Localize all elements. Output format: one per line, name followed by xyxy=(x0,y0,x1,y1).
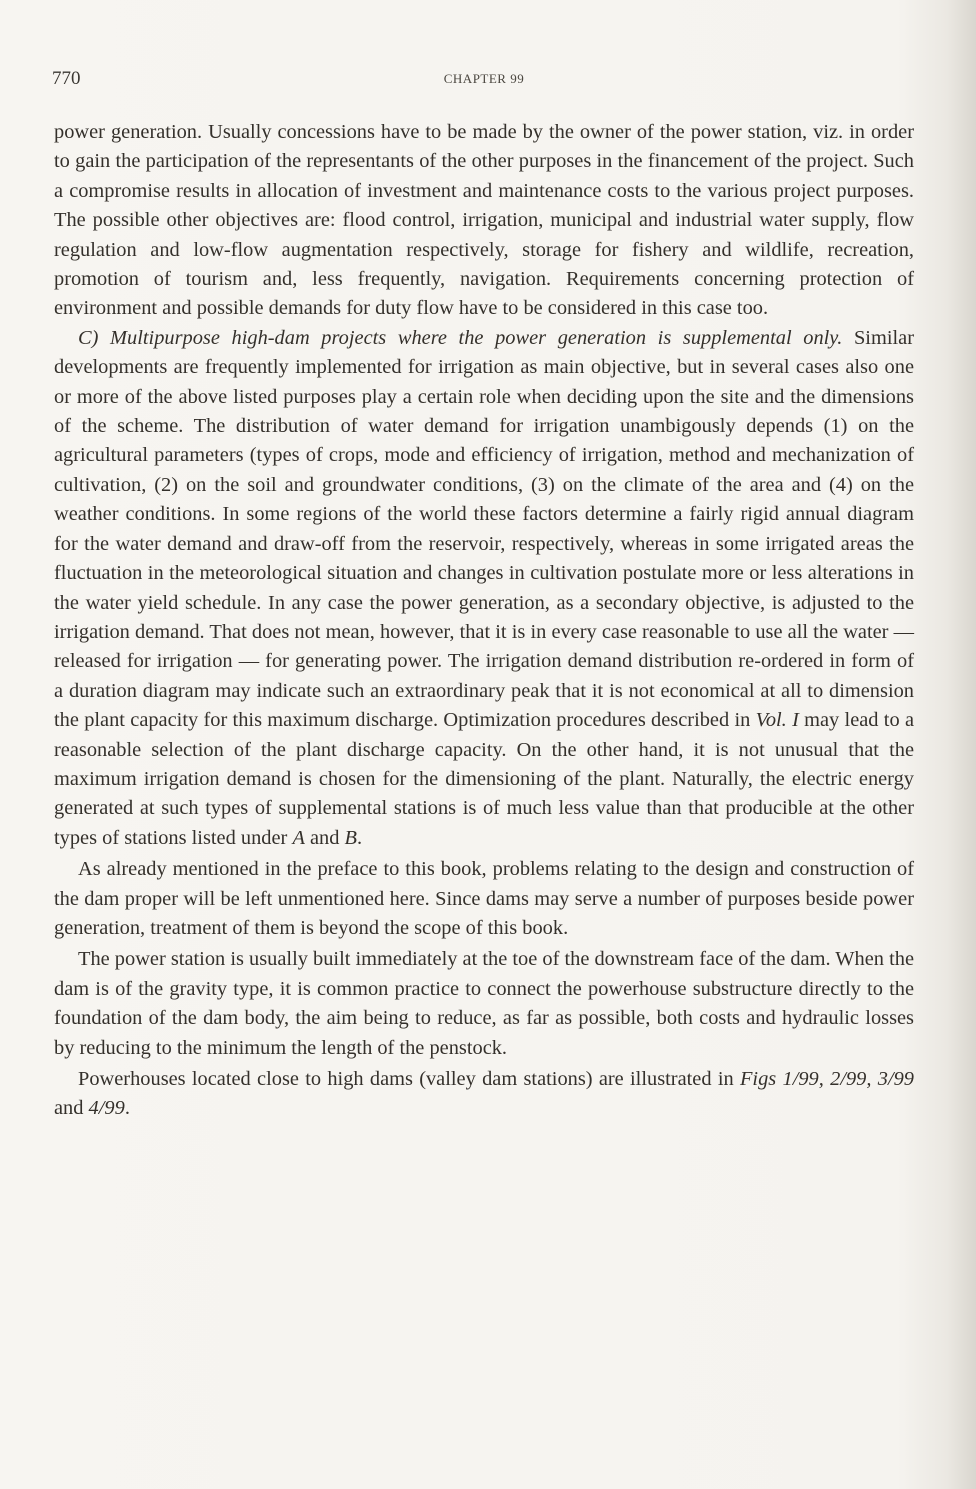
paragraph-text: . xyxy=(357,826,363,849)
body-text xyxy=(54,118,914,1124)
type-reference-a: A xyxy=(292,826,305,849)
paragraph-text: . xyxy=(124,1097,130,1120)
figure-references: Figs 1/99, 2/99, 3/99 xyxy=(739,1068,914,1090)
page-number: 770 xyxy=(52,68,81,89)
section-heading-c: C) Multipurpose high-dam projects where the power generation is supplemental only. xyxy=(78,326,843,349)
paragraph-text: Similar developments are frequently implemented for irrigation as main objective, but in several cases also one or more of the above listed purposes play a certain role when deciding upon the site and the dimensions of the scheme. The distribution of water demand for irrigation unambigously depends (1) on the agricultural parameters (types of crops, mode and efficiency of irrigation, method and mechanization of cultivation, (2) on the soil and groundwater conditions, (3) on the climate of the area and (4) on the weather conditions. In some regions of the world these factors determine a fairly rigid annual diagram for the water demand and draw-off from the reservoir, respectively, whereas in some irrigated areas the fluctuation in the meteorological situation and changes in cultivation postulate more or less alterations in the water yield schedule. In any case the power generation, as a secondary objective, is adjusted to the irrigation demand. That does not mean, however, that it is in every case reasonable to use all the water — released for irrigation — for generating power. The irrigation demand distribution re-ordered in form of a duration diagram may indicate such an extraordinary peak that it is not economical at all to dimension the plant capacity for this maximum discharge. Optimization procedures described in xyxy=(54,326,914,732)
page-header xyxy=(52,68,916,96)
paragraph-powerhouses xyxy=(54,1065,914,1124)
paragraph-power-station: The power station is usually built immediately at the toe of the downstream face of the dam. When the dam is of the gravity type, it is common practice to connect the powerhouse substructure directly to the foundation of the dam body, the aim being to reduce, as far as possible, both costs and hydraulic losses by reducing to the minimum the length of the penstock. xyxy=(54,948,914,1059)
paragraph-power-generation: power generation. Usually concessions have to be made by the owner of the power station, viz. in order to gain the participation of the representants of the other purposes in the financement of the project. Such a compromise results in allocation of investment and maintenance costs to the various project purposes. The possible other objectives are: flood control, irrigation, municipal and industrial water supply, flow regulation and low-flow augmentation respectively, storage for fishery and wildlife, recreation, promotion of tourism and, less frequently, navigation. Requirements concerning protection of environment and possible demands for duty flow have to be considered in this case too. xyxy=(54,121,914,320)
paragraph-text: and xyxy=(54,1097,89,1120)
paragraph-multipurpose xyxy=(54,324,914,853)
volume-reference: Vol. I xyxy=(755,709,799,732)
type-reference-b: B xyxy=(344,826,358,849)
paragraph-dam-design: As already mentioned in the preface to this book, problems relating to the design and construction of the dam proper will be left unmentioned here. Since dams may serve a number of purposes beside power generation, treatment of them is beyond the scope of this book. xyxy=(54,858,914,939)
paragraph-text: may lead to a reasonable selection of the plant discharge capacity. On the other hand, it is not unusual that the maximum irrigation demand is chosen for the dimensioning of the plant. Naturally, the electric energy generated at such types of supplemental stations is of much less value than that producible at the other types of stations listed under xyxy=(54,709,914,849)
chapter-title: CHAPTER 99 xyxy=(443,71,525,86)
paragraph-text: Powerhouses located close to high dams (valley dam stations) are illustrated in xyxy=(78,1068,740,1090)
paragraph-text: and xyxy=(304,826,345,849)
figure-reference-4: 4/99 xyxy=(88,1097,125,1120)
